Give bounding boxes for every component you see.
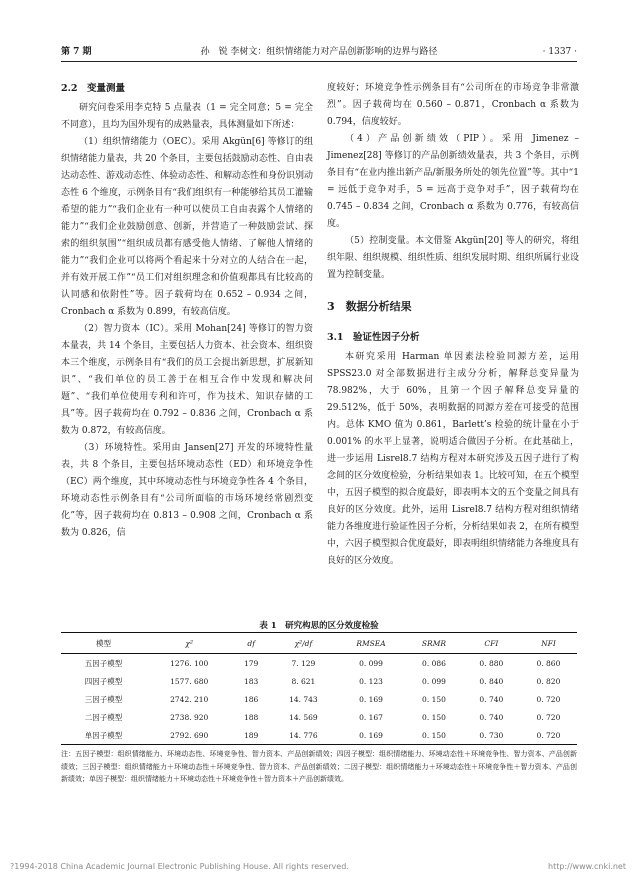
table-cell: 188 (244, 712, 259, 722)
table-cell: 183 (244, 676, 259, 686)
table-cell: 7. 129 (291, 658, 316, 668)
table-cell: 三因子模型 (84, 694, 123, 704)
table-cell: 0. 099 (359, 658, 383, 668)
table-row (61, 654, 577, 673)
table-cell: 14. 743 (289, 694, 318, 704)
table-caption: 表 1 研究构思的区分效度检验 (259, 621, 379, 631)
table-cell: 0. 740 (479, 694, 504, 704)
table-cell: 四因子模型 (84, 676, 123, 686)
table-cell: 单因子模型 (61, 726, 146, 745)
table-header-row (61, 633, 577, 654)
right-column (327, 80, 579, 570)
table-cell: 0. 086 (422, 658, 446, 668)
paragraph-oec: （1）组织情绪能力（OEC）。采用 Akgün[6] 等修订的组织情绪能力量表，共 20 个条目，主要包括鼓励动态性、自由表达动态性、游戏动态性、体验动态性、和解动态性和身份识别动态性 6 个维度，示例条目有“我们组织有一种能够给其员工灌输希望的能力”“我们企业有一种可以使员工自由表露个人情绪的能力”“我们企业鼓励创意、创新，并营造了一种鼓励尝试、探索的组织氛围”“组织成员都有感受他人情绪、了解他人情绪的能力”“我们企业可以将两个看起来十分对立的人结合在一起，并有效开展工作”“员工们对组织理念和价值观都具有比较高的认同感和依附性”等。因子载荷均在 0.652 – 0.934 之间，Cronbach α 系数为 0.899，有较高信度。 (61, 137, 314, 317)
page-header (61, 44, 577, 60)
table-cell: 14. 776 (270, 726, 337, 745)
section-heading-2-2: 2.2 变量测量 (61, 83, 126, 94)
table-cell: 二因子模型 (84, 712, 123, 722)
table-cell: 186 (244, 694, 259, 704)
cnki-link[interactable]: http://www.cnki.net (548, 862, 626, 871)
header-cfi: CFI (463, 633, 520, 654)
table-cell: 0. 740 (479, 712, 504, 722)
paragraph-cfa: 本研究采用 Harman 单因素法检验同源方差，运用 SPSS23.0 对全部数据进行主成分分析，解释总变异量为 78.982%，大于 60%，且第一个因子解释总变异量的 29.512%，低于 50%，表明数据的同源方差在可接受的范围内。总体 KMO 值为 0.861，Barlett’s 检验的统计量在小于 0.001% 的水平上显著，说明适合做因子分析。在此基础上，进一步运用 Lisrel8.7 结构方程对本研究涉及五因子进行了构念间的区分效度检验，分析结果如表 1。比较可知，在五个模型中，五因子模型的拟合度最好，即表明本文的五个变量之间具有良好的区分效度。此外，运用 Lisrel8.7 结构方程对组织情绪能力各维度进行验证性因子分析，分析结果如表 2，在所有模型中，六因子模型拟合优度最好，即表明组织情绪能力各维度具有良好的区分效度。 (327, 352, 580, 566)
table-cell: 1276. 100 (170, 658, 209, 668)
table-cell: 1577. 680 (170, 676, 209, 686)
table-cell: 0. 150 (422, 694, 446, 704)
table-cell: 0. 720 (536, 712, 561, 722)
table-cell: 8. 621 (291, 676, 316, 686)
table-cell: 五因子模型 (84, 658, 123, 668)
table-cell: 14. 569 (289, 712, 318, 722)
paragraph-pip: （4）产品创新绩效（PIP）。采用 Jimenez – Jimenez[28] 等修订的产品创新绩效量表，共 3 个条目，示例条目有“在业内推出新产品/新服务所处的领先位置”等。其中“1 = 远低于竞争对手，5 = 远高于竞争对手”，因子载荷均在 0.745 – 0.834 之间，Cronbach α 系数为 0.776，有较高信度。 (327, 134, 579, 229)
header-rule (61, 61, 577, 62)
table-row (61, 672, 577, 690)
paragraph-environment: （3）环境特性。采用由 Jansen[27] 开发的环境特性量表，共 8 个条目，主要包括环境动态性（ED）和环境竞争性（EC）两个维度，其中环境动态性与环境竞争性各 4 个条目，环境动态性示例条目有“公司所面临的市场环境经常剧烈变化”等，因子载荷均在 0.813 – 0.908 之间，Cronbach α 系数为 0.826，信 (61, 443, 313, 538)
journal-issue: 第 7 期 (61, 47, 92, 57)
copyright-notice: ?1994-2018 China Academic Journal Electronic Publishing House. All rights reserved. (10, 862, 349, 871)
table-cell: 0. 150 (405, 726, 463, 745)
left-column (61, 80, 313, 542)
table-cell: 0. 169 (337, 726, 405, 745)
running-title: 孙 锐 李树文：组织情绪能力对产品创新影响的边界与路径 (200, 47, 438, 57)
header-rmsea: RMSEA (337, 633, 405, 654)
paragraph-intro: 研究问卷采用李克特 5 点量表（1 = 完全同意；5 = 完全不同意），且均为国外现有的成熟量表，具体测量如下所述： (61, 103, 313, 130)
table-cell: 2792. 690 (146, 726, 232, 745)
table-cell: 2738. 920 (170, 712, 209, 722)
paragraph-ic: （2）智力资本（IC）。采用 Mohan[24] 等修订的智力资本量表，共 14 个条目，主要包括人力资本、社会资本、组织资本三个维度，示例条目有“我们的员工会提出新思想，扩展新知识”、“我们单位的员工善于在相互合作中发现和解决问题”、“我们单位使用专利和许可，作为技术、知识存储的工具”等。因子载荷均在 0.792 – 0.836 之间，Cronbach α 系数为 0.872，有较高信度。 (61, 324, 313, 436)
table-cell: 0. 880 (479, 658, 504, 668)
table-row (61, 726, 577, 745)
table-cell: 0. 169 (359, 694, 383, 704)
header-nfi: NFI (520, 633, 577, 654)
table-row (61, 708, 577, 726)
table-cell: 189 (232, 726, 270, 745)
section-heading-3: 3 数据分析结果 (327, 300, 412, 313)
table-cell: 0. 720 (520, 726, 577, 745)
header-chi2: χ² (146, 633, 232, 654)
table-note: 注：五因子模型：组织情绪能力、环境动态性、环境竞争性、智力资本、产品创新绩效；四因子模型：组织情绪能力、环境动态性＋环境竞争性、智力资本、产品创新绩效；三因子模型：组织情绪能力＋环境动态性＋环境竞争性、智力资本、产品创新绩效；二因子模型：组织情绪能力＋环境动态性＋环境竞争性＋智力资本、产品创新绩效；单因子模型：组织情绪能力＋环境动态性＋环境竞争性＋智力资本＋产品创新绩效。 (61, 750, 577, 783)
page-number: · 1337 · (542, 47, 577, 57)
table-cell: 0. 730 (463, 726, 520, 745)
header-chi2-df: χ²/df (270, 633, 337, 654)
paragraph-control: （5）控制变量。本文借鉴 Akgün[20] 等人的研究，将组织年限、组织规模、组织性质、组织发展时期、组织所属行业设置为控制变量。 (327, 236, 580, 280)
table-cell: 0. 820 (536, 676, 561, 686)
header-df: df (232, 633, 270, 654)
table-cell: 0. 099 (422, 676, 446, 686)
table-cell: 179 (244, 658, 259, 668)
table-row (61, 690, 577, 708)
discriminant-validity-table (61, 632, 577, 745)
section-heading-3-1: 3.1 验证性因子分析 (327, 332, 420, 343)
table-cell: 0. 860 (536, 658, 561, 668)
table-cell: 0. 123 (359, 676, 383, 686)
table-cell: 0. 167 (359, 712, 383, 722)
header-model: 模型 (61, 633, 146, 654)
table-cell: 2742. 210 (170, 694, 209, 704)
table-cell: 0. 150 (422, 712, 446, 722)
header-srmr: SRMR (405, 633, 463, 654)
table-cell: 0. 840 (479, 676, 504, 686)
paragraph-continued: 度较好；环境竞争性示例条目有“公司所在的市场竞争非常激烈”。因子载荷均在 0.560 – 0.871，Cronbach α 系数为 0.794，信度较好。 (327, 83, 579, 127)
table-cell: 0. 720 (536, 694, 561, 704)
